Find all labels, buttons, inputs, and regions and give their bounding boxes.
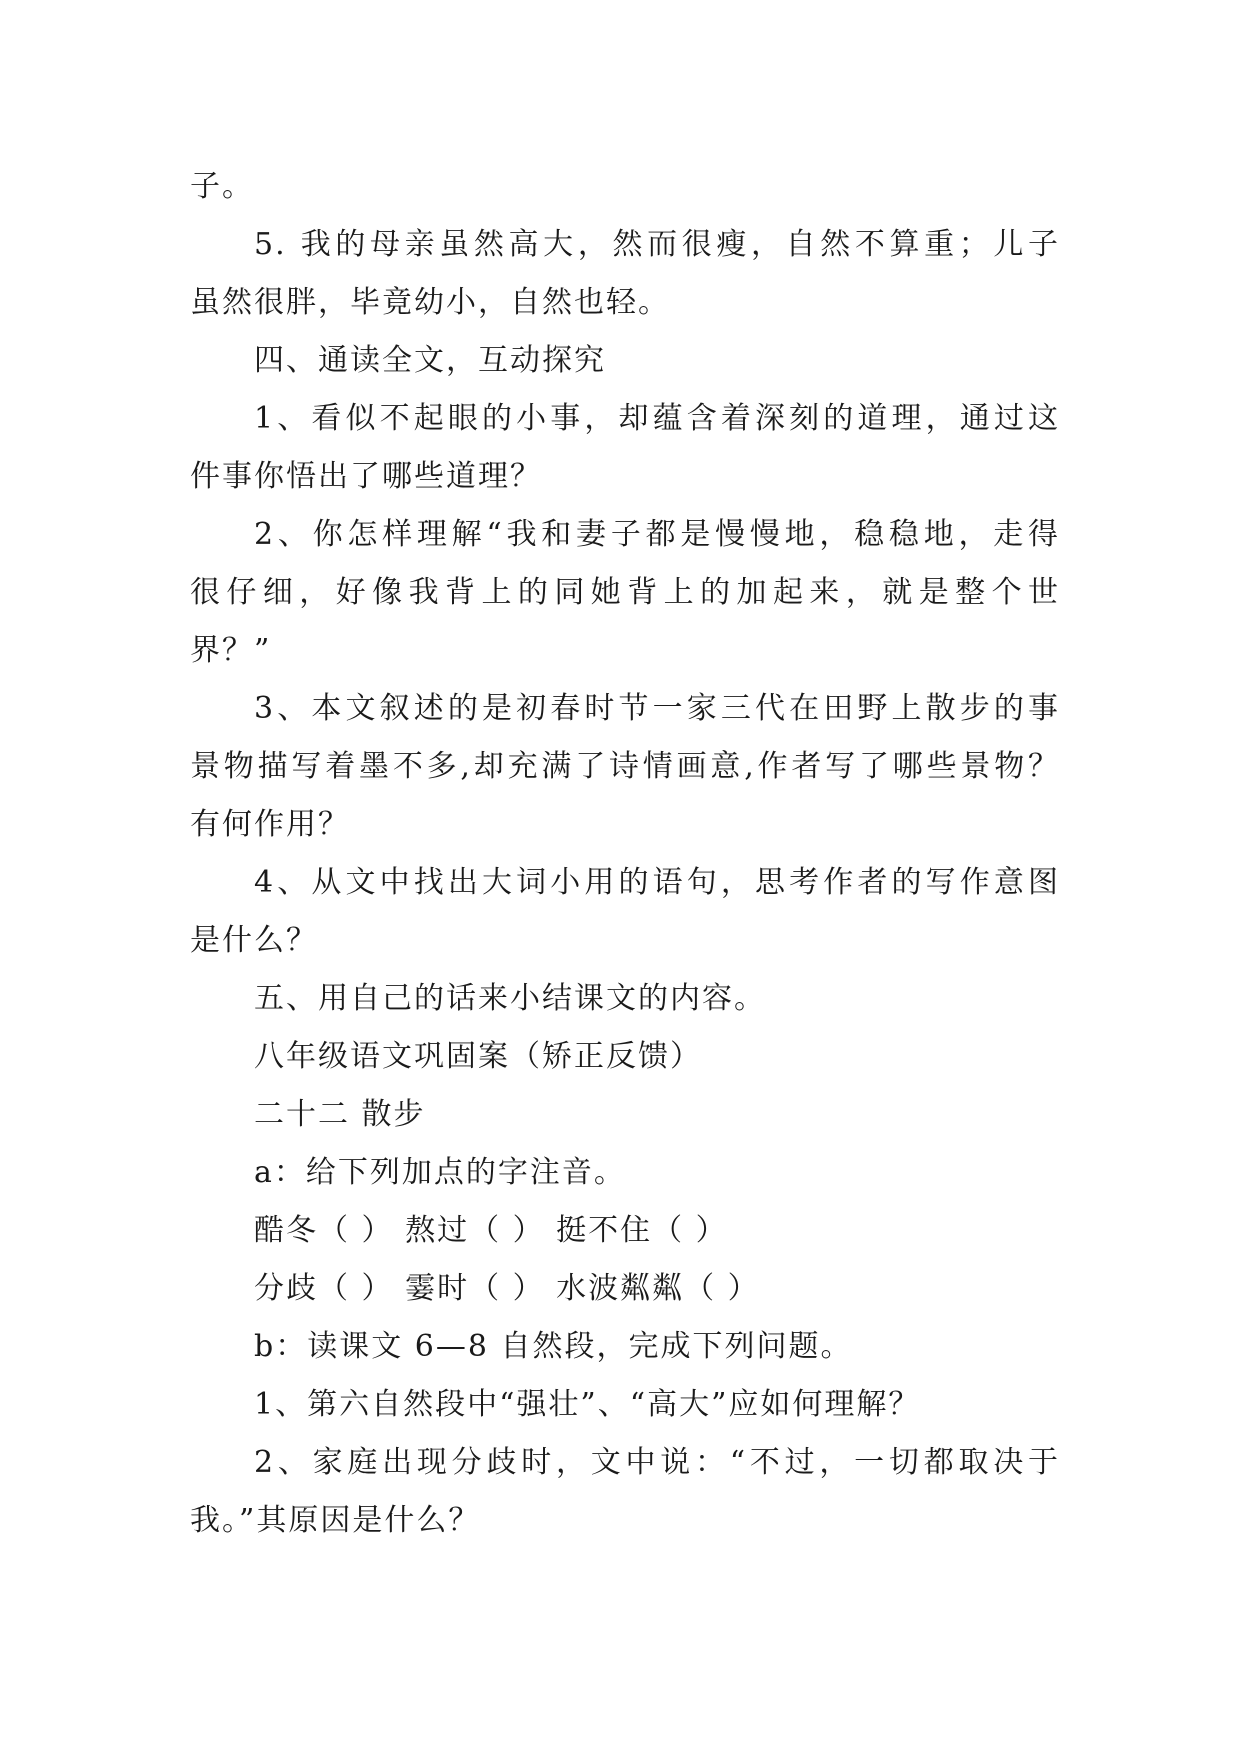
question-line: 界？” — [190, 633, 272, 668]
section-heading: 四、通读全文，互动探究 — [254, 343, 606, 378]
question-line: 我。”其原因是什么？ — [190, 1503, 481, 1538]
question-line: 有何作用？ — [190, 807, 350, 842]
lesson-title: 二十二 散步 — [254, 1097, 426, 1132]
question-line: 2、家庭出现分歧时，文中说：“不过，一切都取决于 — [254, 1445, 1060, 1480]
text-line: 5. 我的母亲虽然高大，然而很瘦，自然不算重；儿子 — [254, 227, 1060, 262]
question-line: 景物描写着墨不多,却充满了诗情画意,作者写了哪些景物？ — [190, 749, 1060, 784]
question-line: 3、本文叙述的是初春时节一家三代在田野上散步的事 — [254, 691, 1060, 726]
exercise-instruction: b：读课文 6—8 自然段，完成下列问题。 — [254, 1329, 853, 1364]
pinyin-exercise-row: 酷冬（ ） 熬过（ ） 挺不住（ ） — [254, 1213, 728, 1248]
question-line: 1、看似不起眼的小事，却蕴含着深刻的道理，通过这 — [254, 401, 1060, 436]
question-line: 是什么？ — [190, 923, 318, 958]
question-line: 件事你悟出了哪些道理？ — [190, 459, 542, 494]
question-line: 2、你怎样理解“我和妻子都是慢慢地，稳稳地，走得 — [254, 517, 1060, 552]
question-line: 很仔细，好像我背上的同她背上的加起来，就是整个世 — [190, 575, 1060, 610]
document-page — [190, 158, 1060, 1550]
section-heading: 五、用自己的话来小结课文的内容。 — [254, 981, 766, 1016]
text-line: 子。 — [190, 169, 254, 204]
text-line: 虽然很胖，毕竟幼小，自然也轻。 — [190, 285, 670, 320]
pinyin-exercise-row: 分歧（ ） 霎时（ ） 水波粼粼（ ） — [254, 1271, 760, 1306]
exercise-instruction: a：给下列加点的字注音。 — [254, 1155, 626, 1190]
worksheet-title: 八年级语文巩固案（矫正反馈） — [254, 1039, 702, 1074]
question-line: 1、第六自然段中“强壮”、“高大”应如何理解？ — [254, 1387, 921, 1422]
question-line: 4、从文中找出大词小用的语句，思考作者的写作意图 — [254, 865, 1060, 900]
